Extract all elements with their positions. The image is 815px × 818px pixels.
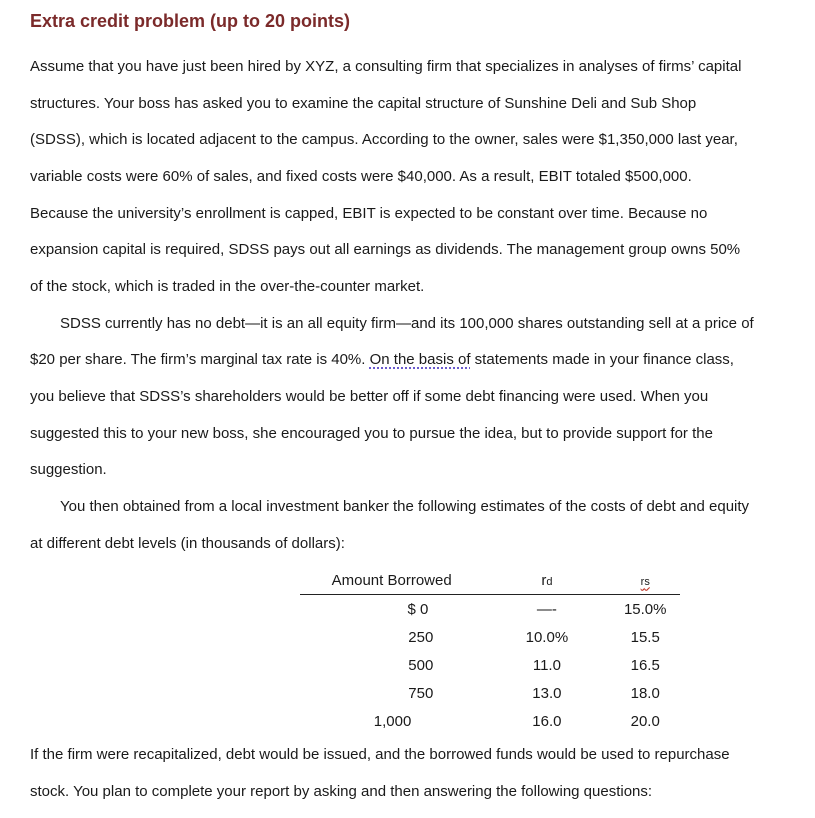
paragraph-intro-line-1: Assume that you have just been hired by XYZ, a consulting firm that specializes in analyses of firms’ capital [30, 58, 742, 75]
paragraph-intro-line-7: of the stock, which is traded in the over-the-counter market. [30, 278, 425, 295]
paragraph-recap-line-2: stock. You plan to complete your report by asking and then answering the following questions: [30, 783, 653, 800]
problem-title: Extra credit problem (up to 20 points) [30, 11, 351, 31]
header-rd [483, 566, 610, 595]
paragraph-intro-line-4: variable costs were 60% of sales, and fixed costs were $40,000. As a result, EBIT totaled $500,000. [30, 168, 692, 185]
cell-amount: 500 [408, 656, 434, 674]
paragraph-intro-line-5: Because the university’s enrollment is capped, EBIT is expected to be constant over time. Because no [30, 205, 708, 222]
cell-rs: 15.0% [623, 600, 667, 618]
table-row [300, 595, 680, 624]
header-rs [610, 566, 680, 595]
paragraph-banker-line-1: You then obtained from a local investment banker the following estimates of the costs of debt and equity [60, 498, 750, 515]
cell-rs: 16.5 [630, 656, 660, 674]
cell-rd: —- [536, 600, 557, 618]
paragraph-debt-line-2 [30, 341, 805, 378]
cell-amount: 750 [408, 684, 434, 702]
paragraph-intro-line-2: structures. Your boss has asked you to examine the capital structure of Sunshine Deli and Sub Shop [30, 95, 697, 112]
table-header-row [300, 566, 680, 595]
rs-subscript: s [644, 575, 650, 588]
paragraph-debt-line-5: suggestion. [30, 461, 107, 478]
cell-amount: 1,000 [373, 712, 412, 730]
table-row [300, 679, 680, 707]
paragraph-debt-line-1: SDSS currently has no debt—it is an all equity firm—and its 100,000 shares outstanding sell at a price of [60, 315, 754, 332]
cell-rd: 11.0 [532, 656, 561, 674]
table-row [300, 651, 680, 679]
cost-of-capital-table [300, 566, 680, 735]
header-amount-borrowed: Amount Borrowed [300, 566, 483, 595]
paragraph-intro-line-6: expansion capital is required, SDSS pays out all earnings as dividends. The management group owns 50% [30, 241, 741, 258]
paragraph-banker-line-2: at different debt levels (in thousands of dollars): [30, 535, 345, 552]
table-row [300, 623, 680, 651]
cell-rs: 18.0 [630, 684, 660, 702]
cell-rs: 20.0 [630, 712, 660, 730]
grammar-flagged-phrase[interactable]: On the basis of [369, 351, 471, 368]
rd-symbol: r [541, 571, 547, 589]
debt-line-2-part-c: statements made in your finance class, [470, 351, 734, 368]
table-row [300, 707, 680, 735]
rd-subscript: d [546, 575, 553, 588]
rs-symbol: r [640, 575, 645, 588]
paragraph-debt-line-4: suggested this to your new boss, she encouraged you to pursue the idea, but to provide support for the [30, 425, 713, 442]
cell-rd: 13.0 [532, 684, 562, 702]
paragraph-debt-line-3: you believe that SDSS’s shareholders would be better off if some debt financing were used. When you [30, 388, 709, 405]
paragraph-recap-line-1: If the firm were recapitalized, debt would be issued, and the borrowed funds would be used to repurchase [30, 746, 730, 763]
paragraph-intro-line-3: (SDSS), which is located adjacent to the campus. According to the owner, sales were $1,350,000 last year, [30, 131, 738, 148]
cell-rs: 15.5 [630, 628, 660, 646]
cell-rd: 16.0 [532, 712, 562, 730]
cell-amount: $ 0 [407, 600, 429, 618]
debt-line-2-part-a: $20 per share. The firm’s marginal tax rate is 40%. [30, 351, 370, 368]
cell-rd: 10.0% [525, 628, 569, 646]
cell-amount: 250 [408, 628, 434, 646]
